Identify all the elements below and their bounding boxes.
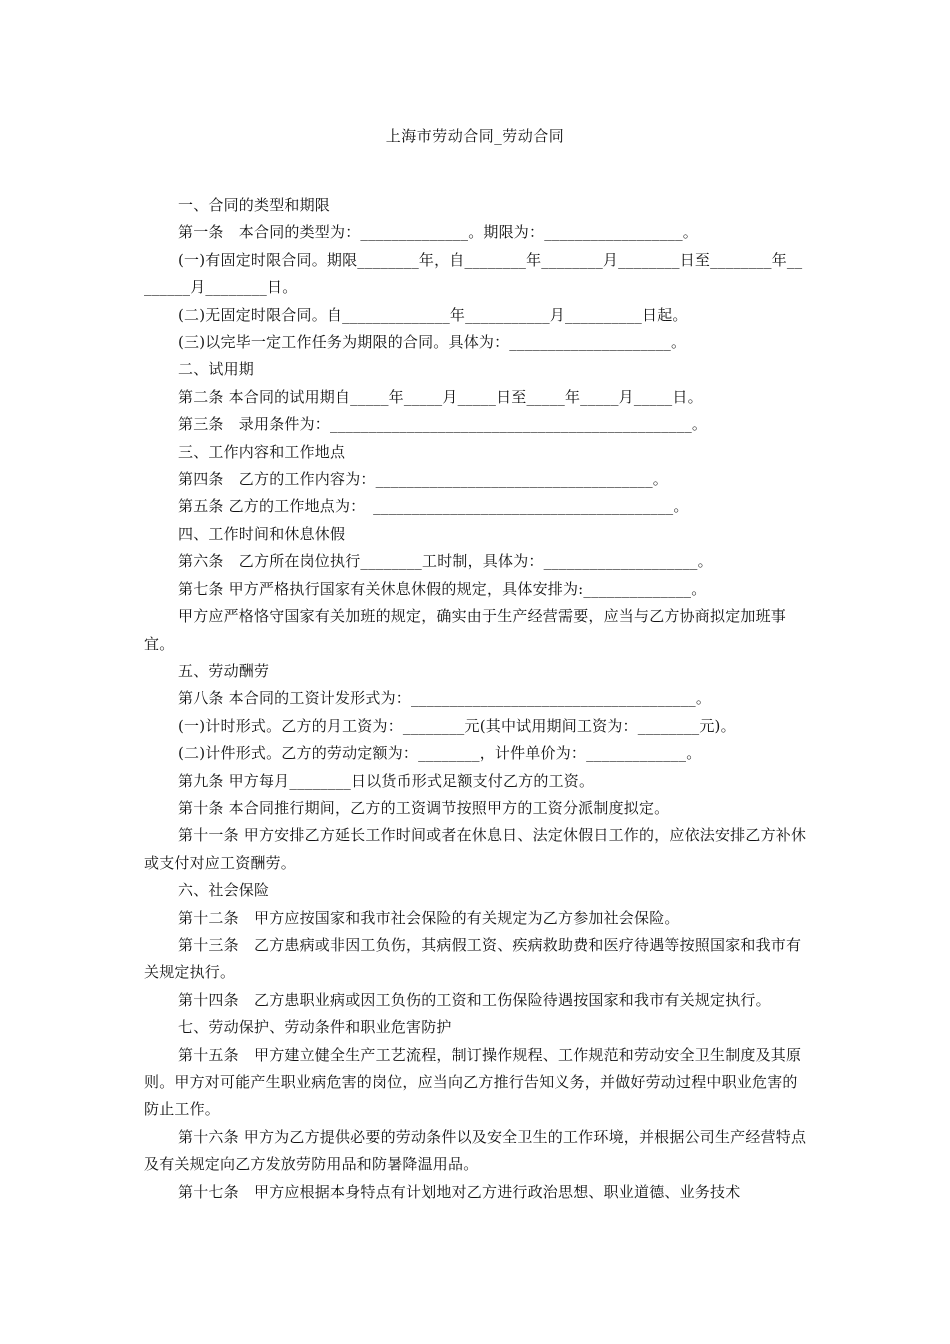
clause-paragraph: (二)计件形式。乙方的劳动定额为：________，计件单价为：_____________。 [178,744,702,763]
section-heading: 六、社会保险 [178,881,270,900]
clause-paragraph: 第四条 乙方的工作内容为：____________________________________。 [178,470,669,489]
clause-paragraph: 第七条 甲方严格执行国家有关休息休假的规定，具体安排为:______________。 [178,579,707,598]
clause-paragraph: 第十三条 乙方患病或非因工负伤，其病假工资、疾病救助费和医疗待遇等按照国家和我市有关规定执行。 [144,935,802,982]
clause-paragraph: 第五条 乙方的工作地点为： _______________________________________。 [178,497,689,516]
clause-paragraph: 第九条 甲方每月________日以货币形式足额支付乙方的工资。 [178,771,595,790]
document-body [144,192,808,1206]
clause-paragraph: 第一条 本合同的类型为：______________。期限为：__________________。 [178,223,699,242]
clause-paragraph: 第十一条 甲方安排乙方延长工作时间或者在休息日、法定休假日工作的，应依法安排乙方补休或支付对应工资酬劳。 [144,826,807,872]
clause-paragraph: (一)有固定时限合同。期限________年，自________年________月________日至________年________月________日。 [144,250,803,297]
clause-paragraph: (二)无固定时限合同。自______________年___________月__________日起。 [178,305,688,324]
clause-paragraph: 第八条 本合同的工资计发形式为：_____________________________________。 [178,689,712,708]
clause-paragraph: 第十条 本合同推行期间，乙方的工资调节按照甲方的工资分派制度拟定。 [178,798,670,817]
clause-paragraph: 第十二条 甲方应按国家和我市社会保险的有关规定为乙方参加社会保险。 [178,908,680,927]
clause-paragraph: 第十六条 甲方为乙方提供必要的劳动条件以及安全卫生的工作环境，并根据公司生产经营特点及有关规定向乙方发放劳防用品和防暑降温用品。 [144,1127,807,1174]
clause-paragraph: 第十四条 乙方患职业病或因工负伤的工资和工伤保险待遇按国家和我市有关规定执行。 [178,990,771,1009]
section-heading: 四、工作时间和休息休假 [178,524,346,543]
section-heading: 一、合同的类型和期限 [178,196,331,214]
clause-paragraph: 第六条 乙方所在岗位执行________工时制，具体为：____________________。 [178,552,713,571]
section-heading: 二、试用期 [178,360,255,379]
section-heading: 五、劳动酬劳 [178,661,270,680]
clause-paragraph: 第三条 录用条件为：_______________________________________________。 [178,415,708,434]
document-title: 上海市劳动合同_劳动合同 [385,127,565,145]
clause-paragraph: 甲方应严格恪守国家有关加班的规定，确实由于生产经营需要，应当与乙方协商拟定加班事宜。 [144,607,787,653]
clause-paragraph: (一)计时形式。乙方的月工资为：________元(其中试用期间工资为：________元)。 [178,716,736,735]
clause-paragraph: (三)以完毕一定工作任务为期限的合同。具体为：_____________________。 [178,333,687,352]
section-heading: 七、劳动保护、劳动条件和职业危害防护 [178,1018,452,1037]
clause-paragraph: 第十五条 甲方建立健全生产工艺流程，制订操作规程、工作规范和劳动安全卫生制度及其原则。甲方对可能产生职业病危害的岗位，应当向乙方推行告知义务，并做好劳动过程中职业危害的防止工作。 [144,1045,802,1119]
section-heading: 三、工作内容和工作地点 [178,442,346,461]
clause-paragraph: 第十七条 甲方应根据本身特点有计划地对乙方进行政治思想、职业道德、业务技术 [178,1182,741,1201]
clause-paragraph: 第二条 本合同的试用期自_____年_____月_____日至_____年_____月_____日。 [178,387,703,406]
